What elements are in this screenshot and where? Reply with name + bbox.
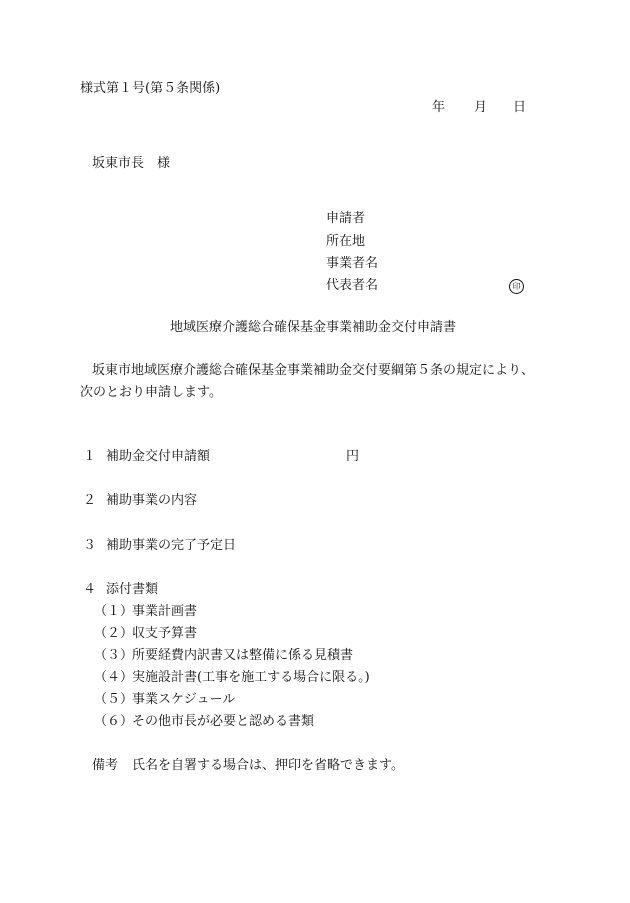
attachment-number: （１） (94, 604, 134, 619)
document-title: 地域医療介護総合確保基金事業補助金交付申請書 (170, 320, 457, 335)
date-month-label: 月 (474, 100, 488, 115)
item-1-number: １ (83, 449, 97, 464)
applicant-heading: 申請者 (326, 211, 366, 226)
date-year-label: 年 (432, 100, 446, 115)
form-number-label: 様式第１号(第５条関係) (80, 81, 221, 96)
item-2-label: 補助事業の内容 (106, 493, 198, 508)
attachment-number: （３） (94, 648, 134, 663)
address-label: 所在地 (326, 234, 366, 249)
item-3-number: ３ (83, 538, 97, 553)
item-3-label: 補助事業の完了予定日 (106, 538, 237, 553)
attachment-number: （４） (94, 670, 134, 685)
attachment-text: 事業スケジュール (132, 692, 236, 707)
date-day-label: 日 (513, 100, 527, 115)
attachment-text: その他市長が必要と認める書類 (132, 714, 315, 729)
attachment-number: （２） (94, 626, 134, 641)
item-1-unit: 円 (346, 449, 360, 464)
attachment-number: （５） (94, 692, 134, 707)
attachment-text: 実施設計書(工事を施工する場合に限る。) (132, 670, 370, 685)
item-2-number: ２ (83, 493, 97, 508)
note-label: 備考 (92, 758, 119, 773)
attachment-text: 事業計画書 (132, 604, 198, 619)
item-1-label: 補助金交付申請額 (106, 449, 211, 464)
attachment-text: 所要経費内訳書又は整備に係る見積書 (132, 648, 354, 663)
attachment-text: 収支予算書 (132, 626, 198, 641)
body-line-2: 次のとおり申請します。 (80, 385, 222, 400)
representative-label: 代表者名 (326, 278, 379, 293)
seal-mark: 印 (509, 279, 524, 294)
note-text: 氏名を自署する場合は、押印を省略できます。 (132, 758, 404, 773)
item-4-label: 添付書類 (106, 582, 159, 597)
item-4-number: ４ (83, 582, 97, 597)
addressee: 坂東市長 様 (92, 156, 171, 171)
attachment-number: （６） (94, 714, 134, 729)
body-line-1: 坂東市地域医療介護総合確保基金事業補助金交付要綱第５条の規定により、 (92, 363, 535, 378)
business-name-label: 事業者名 (326, 256, 379, 271)
